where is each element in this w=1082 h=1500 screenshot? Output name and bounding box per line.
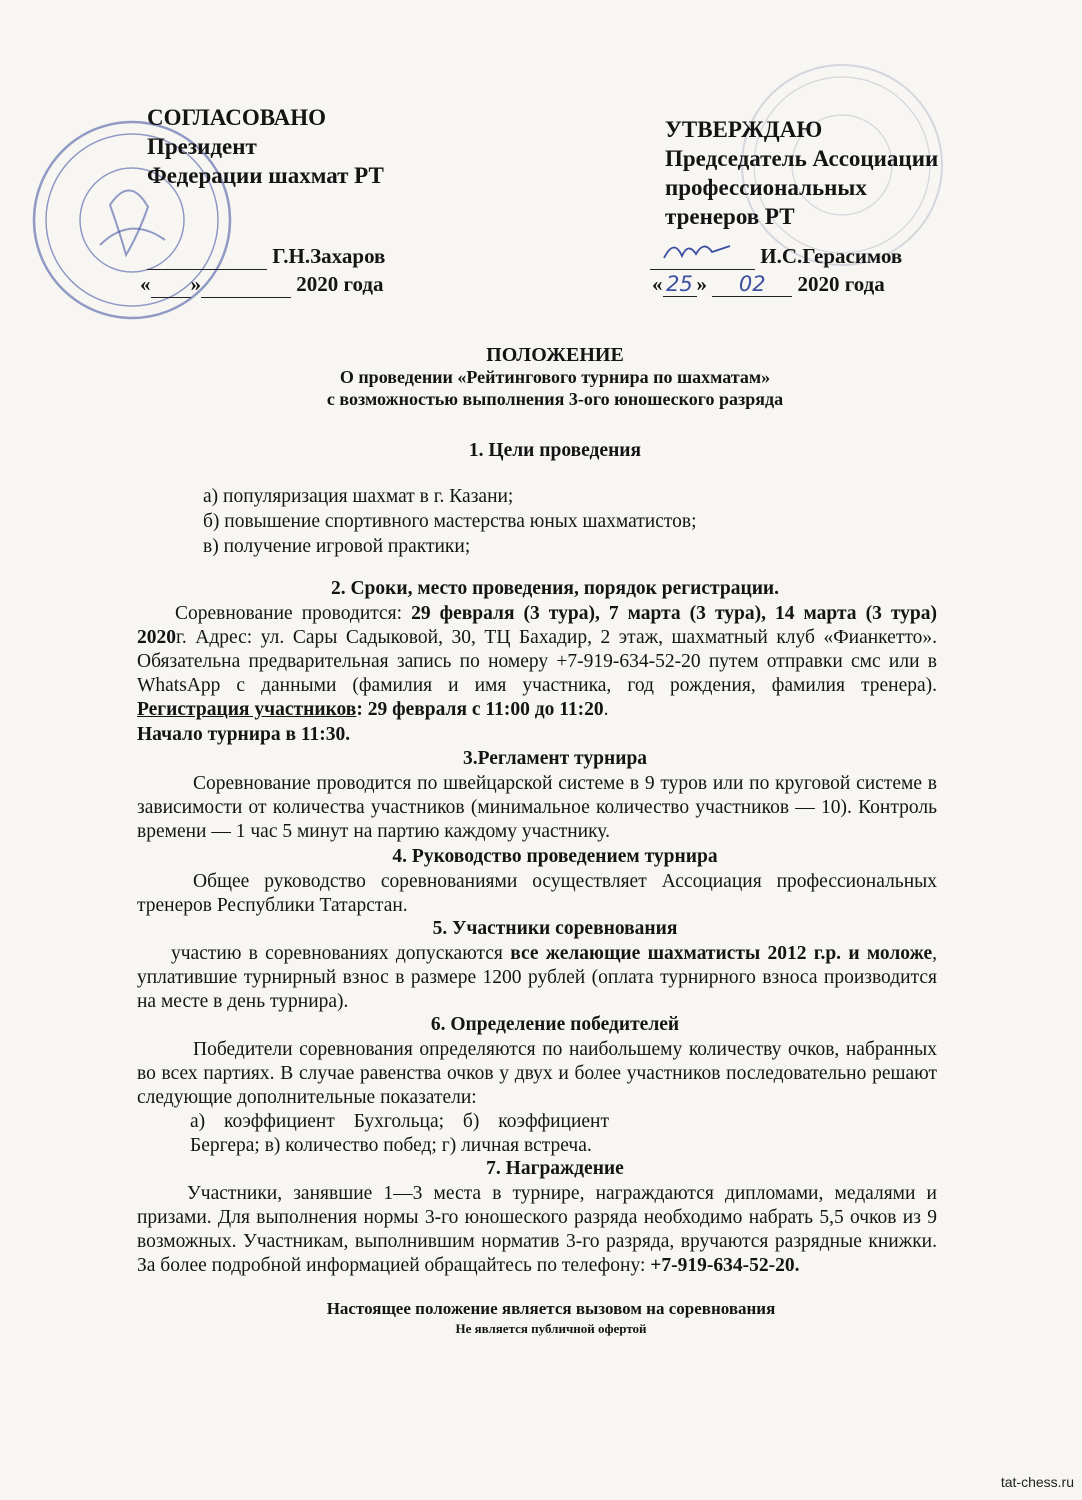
left-date-line bbox=[140, 272, 384, 298]
section-7-paragraph bbox=[137, 1182, 937, 1278]
left-header bbox=[147, 103, 384, 190]
document-title-block bbox=[0, 344, 1082, 410]
section-2-paragraph bbox=[137, 602, 937, 722]
right-signer: И.С.Герасимов bbox=[760, 244, 903, 268]
document-subtitle-1: О проведении «Рейтингового турнира по шахматам» bbox=[339, 367, 771, 387]
tiebreak-line-2: Бергера; в) количество побед; г) личная встреча. bbox=[190, 1135, 592, 1156]
left-role-line2: Федерации шахмат РТ bbox=[147, 163, 384, 188]
section-2-dates: 29 февраля (3 тура), 7 марта (3 тура), 14 марта (3 тура) 2020 bbox=[137, 603, 937, 648]
right-signature-line bbox=[650, 244, 902, 270]
right-date-year: 2020 года bbox=[797, 272, 885, 296]
left-date-close: » bbox=[190, 272, 201, 296]
handwritten-signature bbox=[660, 236, 740, 266]
registration-label: Регистрация участников bbox=[137, 699, 357, 720]
section-5-text: участию в соревнованиях допускаются bbox=[171, 943, 511, 964]
section-1-list bbox=[203, 484, 697, 559]
list-item: а) популяризация шахмат в г. Казани; bbox=[203, 486, 514, 507]
right-role-line2: профессиональных bbox=[665, 175, 867, 200]
document-title: ПОЛОЖЕНИЕ bbox=[486, 344, 624, 366]
section-4-paragraph: Общее руководство соревнованиями осуществляет Ассоциация профессиональных тренеров Республики Татарстан. bbox=[137, 871, 937, 916]
contact-phone: +7-919-634-52-20. bbox=[650, 1255, 800, 1276]
section-7-text: Участники, занявшие 1—3 места в турнире, награждаются дипломами, медалями и призами. Для выполнения нормы 3-го юношеского разряда необходимо набрать 5,5 очков из 9 возможных. Участникам, выполнившим норматив 3-го разряда, вручаются разрядные книжки. За более подробной информацией обращайтесь по телефону: bbox=[137, 1183, 937, 1276]
list-item: в) получение игровой практики; bbox=[203, 536, 471, 557]
section-2-text: Соревнование проводится: bbox=[175, 603, 412, 624]
section-2-address: . Адрес: ул. Сары Садыковой, 30, ТЦ Бахадир, 2 этаж, шахматный клуб «Фианкетто». Обязательна предварительная запись по номеру +7-919-634-52-20 путем отправки смс или в WhatsApp с данными (фамилия и имя участника, год рождения, фамилия тренера). bbox=[137, 627, 937, 696]
section-1-heading: 1. Цели проведения bbox=[468, 440, 642, 461]
left-signature-line bbox=[147, 244, 385, 270]
right-date-month: 02 bbox=[712, 272, 792, 297]
list-item: б) повышение спортивного мастерства юных шахматистов; bbox=[203, 511, 697, 532]
section-5-heading: 5. Участники соревнования bbox=[432, 918, 678, 939]
right-header bbox=[665, 115, 938, 231]
site-watermark: tat-chess.ru bbox=[1000, 1474, 1074, 1490]
left-role-line1: Президент bbox=[147, 134, 257, 159]
right-role-line1: Председатель Ассоциации bbox=[665, 146, 939, 171]
section-6-heading: 6. Определение победителей bbox=[430, 1014, 680, 1035]
tiebreak-line-1: а) коэффициент Бухгольца; б) коэффициент bbox=[190, 1111, 610, 1132]
left-date-year: 2020 года bbox=[296, 272, 384, 296]
section-3-heading: 3.Регламент турнира bbox=[462, 748, 648, 769]
registration-end: . bbox=[603, 699, 609, 720]
right-date-close: » bbox=[696, 272, 707, 296]
registration-time: : 29 февраля с 11:00 до 11:20 bbox=[356, 699, 604, 720]
section-5-paragraph bbox=[137, 942, 937, 1014]
right-date-line bbox=[652, 272, 885, 297]
section-4-heading: 4. Руководство проведением турнира bbox=[392, 846, 718, 867]
right-date-day: 25 bbox=[663, 272, 697, 297]
footer-call-notice: Настоящее положение является вызовом на соревнования bbox=[326, 1299, 776, 1318]
eligibility-highlight: все желающие шахматисты 2012 г.р. и моложе bbox=[510, 943, 933, 964]
right-date-open: « bbox=[652, 272, 663, 296]
section-7-heading: 7. Награждение bbox=[486, 1158, 624, 1179]
section-2-year-suffix: г bbox=[176, 627, 182, 648]
approved-title: СОГЛАСОВАНО bbox=[147, 105, 327, 130]
section-6-paragraph: Победители соревнования определяются по наибольшему количеству очков, набранных во всех партиях. В случае равенства очков у двух и более участников последовательно решают следующие дополнительные показатели: bbox=[137, 1039, 937, 1108]
left-signer: Г.Н.Захаров bbox=[272, 244, 386, 268]
confirm-title: УТВЕРЖДАЮ bbox=[665, 117, 823, 142]
section-5-fee: , уплатившие турнирный взнос в размере 1200 рублей (оплата турнирного взноса производится на месте в день турнира). bbox=[137, 943, 937, 1012]
section-2-heading: 2. Сроки, место проведения, порядок регистрации. bbox=[330, 578, 780, 599]
footer-offer-disclaimer: Не является публичной офертой bbox=[455, 1321, 647, 1336]
tournament-start: Начало турнира в 11:30. bbox=[137, 724, 351, 745]
right-role-line3: тренеров РТ bbox=[665, 204, 795, 229]
left-date-open: « bbox=[140, 272, 151, 296]
document-subtitle-2: с возможностью выполнения 3-ого юношеского разряда bbox=[326, 389, 784, 409]
section-3-paragraph: Соревнование проводится по швейцарской системе в 9 туров или по круговой системе в зависимости от количества участников (минимальное количество участников — 10). Контроль времени — 1 час 5 минут на партию каждому участнику. bbox=[137, 773, 937, 842]
